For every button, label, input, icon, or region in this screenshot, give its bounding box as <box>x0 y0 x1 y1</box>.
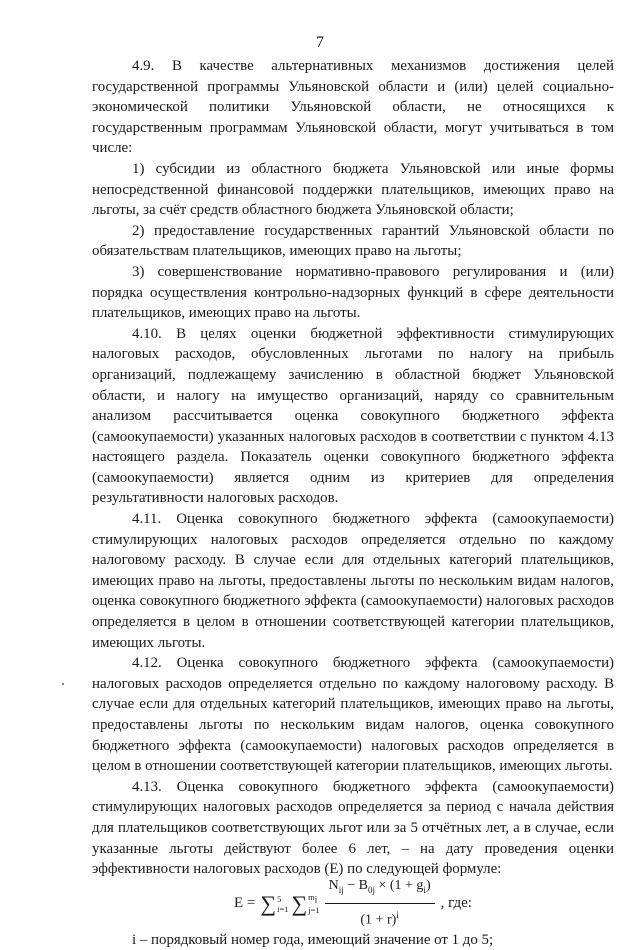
sum-limits-outer <box>277 894 288 914</box>
sum-inner-upper-sub: i <box>314 895 318 906</box>
sum-inner-lower: j=1 <box>308 905 320 916</box>
definition-i: i – порядковый номер года, имеющий значение от 1 до 5; <box>132 931 494 948</box>
formula-denominator <box>360 904 398 931</box>
numerator-n-sub: ij <box>338 885 344 896</box>
document-body <box>92 56 614 950</box>
formula-numerator <box>325 876 435 903</box>
formula-tail: , где: <box>440 895 472 912</box>
sum-symbol-outer: ∑ <box>260 890 277 916</box>
formula-fraction <box>325 876 435 931</box>
paragraph-4-13: 4.13. Оценка совокупного бюджетного эффекта (самоокупаемости) стимулирующих налоговых расходов определяется за период с начала действия для плательщиков соответствующих льгот или за 5 отчётных лет, а в случае, если указанные льготы действуют более 6 лет, – на дату проведения оценки эффективности налоговых расходов (E) по следующей формуле: <box>92 778 614 878</box>
margin-dot <box>62 683 64 685</box>
sum-outer-upper: 5 <box>277 893 282 904</box>
list-item-1: 1) субсидии из областного бюджета Ульяновской или иные формы непосредственной финансовой поддержки плательщиков, имеющих право на льготы, за счёт средств областного бюджета Ульяновской области; <box>92 160 614 219</box>
numerator-g: × (1 + g <box>374 878 424 894</box>
sum-inner-upper-m: m <box>308 892 315 903</box>
sum-outer-lower: i=1 <box>277 903 289 914</box>
list-item-2: 2) предоставление государственных гарантий Ульяновской области по обязательствам плательщиков, имеющих право на льготы; <box>92 222 614 260</box>
effect-formula <box>92 878 614 928</box>
sum-limits-inner <box>308 892 319 915</box>
numerator-g-sub: i <box>423 885 426 896</box>
list-item-3: 3) совершенствование нормативно-правового регулирования и (или) порядка осуществления контрольно-надзорных функций в сфере деятельности плательщиков, имеющих право на льготы. <box>92 263 614 322</box>
numerator-b-sub: 0j <box>367 885 375 896</box>
paragraph-4-9: 4.9. В качестве альтернативных механизмов достижения целей государственной программы Ульяновской области и (или) целей социально-экономической политики Ульяновской области, не относящихся к государственным программам Ульяновской области, могут учитываться в том числе: <box>92 58 614 157</box>
denominator-exp: i <box>396 909 399 920</box>
numerator-close: ) <box>425 878 431 894</box>
formula-lhs: E = <box>234 895 256 912</box>
denominator-base: (1 + r) <box>360 912 397 928</box>
paragraph-4-10: 4.10. В целях оценки бюджетной эффективности стимулирующих налоговых расходов, обусловленных льготами по налогу на прибыль организаций, подлежащему зачислению в областной бюджет Ульяновской области, и налогу на имущество организаций, наряду со сравнительным анализом рассчитывается оценка совокупного бюджетного эффекта (самоокупаемости) указанных налоговых расходов в соответствии с пунктом 4.13 настоящего раздела. Показатель оценки совокупного бюджетного эффекта (самоокупаемости) является одним из критериев для определения результативности налоговых расходов. <box>92 325 614 507</box>
sum-symbol-inner: ∑ <box>291 890 308 916</box>
paragraph-4-12: 4.12. Оценка совокупного бюджетного эффекта (самоокупаемости) налоговых расходов определяется отдельно по каждому налоговому расходу. В случае если для отдельных категорий плательщиков, имеющих право на льготы, предоставлены льготы по нескольким видам налогов, оценка совокупного бюджетного эффекта (самоокупаемости) налоговых расходов определяется в целом в отношении соответствующей категории плательщиков, имеющих льготы. <box>92 655 614 775</box>
sum-inner-upper <box>308 892 319 905</box>
paragraph-4-11: 4.11. Оценка совокупного бюджетного эффекта (самоокупаемости) стимулирующих налоговых расходов определяется отдельно по каждому налоговому расходу. В случае если для отдельных категорий плательщиков, имеющих право на льготы, предоставлены льготы по нескольким видам налогов, оценка совокупного бюджетного эффекта (самоокупаемости) налоговых расходов определяется в целом в отношении соответствующей категории плательщиков, имеющих льготы. <box>92 511 614 651</box>
numerator-n: N <box>328 878 339 894</box>
page-number: 7 <box>316 34 324 51</box>
numerator-b: − B <box>343 878 368 894</box>
